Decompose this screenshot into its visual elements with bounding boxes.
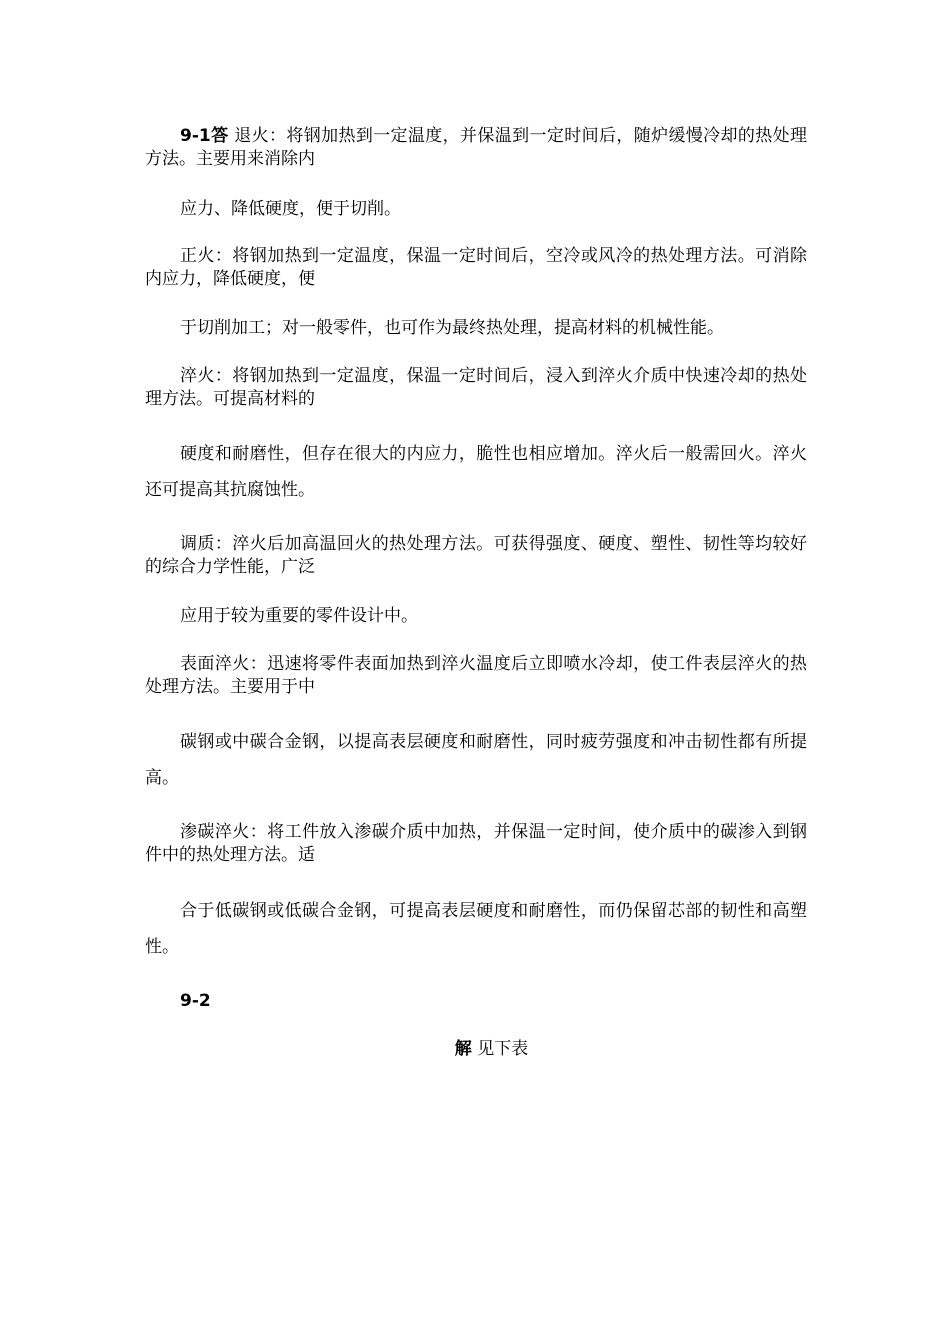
solution-text: 见下表 — [477, 1039, 529, 1059]
solution-label: 解 — [454, 1039, 472, 1059]
question-9-2-heading — [145, 990, 807, 1013]
answer-label: 答 — [210, 126, 229, 146]
paragraph-quenching-cont: 硬度和耐磨性，但存在很大的内应力，脆性也相应增加。淬火后一般需回火。淬火还可提高其抗腐蚀性。 — [145, 444, 807, 500]
question-number: 9-2 — [180, 991, 211, 1011]
paragraph-surface-quenching: 表面淬火：迅速将零件表面加热到淬火温度后立即喷水冷却，使工件表层淬火的热处理方法。主要用于中 — [145, 654, 807, 697]
paragraph-normalizing-cont: 于切削加工；对一般零件，也可作为最终热处理，提高材料的机械性能。 — [180, 318, 724, 338]
paragraph-text: 退火：将钢加热到一定温度，并保温到一定时间后，随炉缓慢冷却的热处理方法。主要用来消除内 — [145, 126, 808, 169]
question-number: 9-1 — [180, 126, 211, 146]
paragraph-carburizing: 渗碳淬火：将工件放入渗碳介质中加热，并保温一定时间，使介质中的碳渗入到钢件中的热处理方法。适 — [145, 822, 807, 865]
paragraph-annealing — [145, 125, 807, 171]
paragraph-surface-quenching-cont: 碳钢或中碳合金钢，以提高表层硬度和耐磨性，同时疲劳强度和冲击韧性都有所提高。 — [145, 732, 807, 788]
solution-line — [0, 1038, 950, 1061]
paragraph-tempering-cont: 应用于较为重要的零件设计中。 — [180, 606, 418, 626]
paragraph-carburizing-cont: 合于低碳钢或低碳合金钢，可提高表层硬度和耐磨性，而仍保留芯部的韧性和高塑性。 — [145, 901, 807, 957]
paragraph-normalizing: 正火：将钢加热到一定温度，保温一定时间后，空冷或风冷的热处理方法。可消除内应力，降低硬度，便 — [145, 246, 807, 289]
paragraph-tempering: 调质：淬火后加高温回火的热处理方法。可获得强度、硬度、塑性、韧性等均较好的综合力学性能，广泛 — [145, 534, 807, 577]
paragraph-annealing-cont: 应力、降低硬度，便于切削。 — [180, 199, 401, 219]
paragraph-quenching: 淬火：将钢加热到一定温度，保温一定时间后，浸入到淬火介质中快速冷却的热处理方法。可提高材料的 — [145, 366, 807, 409]
